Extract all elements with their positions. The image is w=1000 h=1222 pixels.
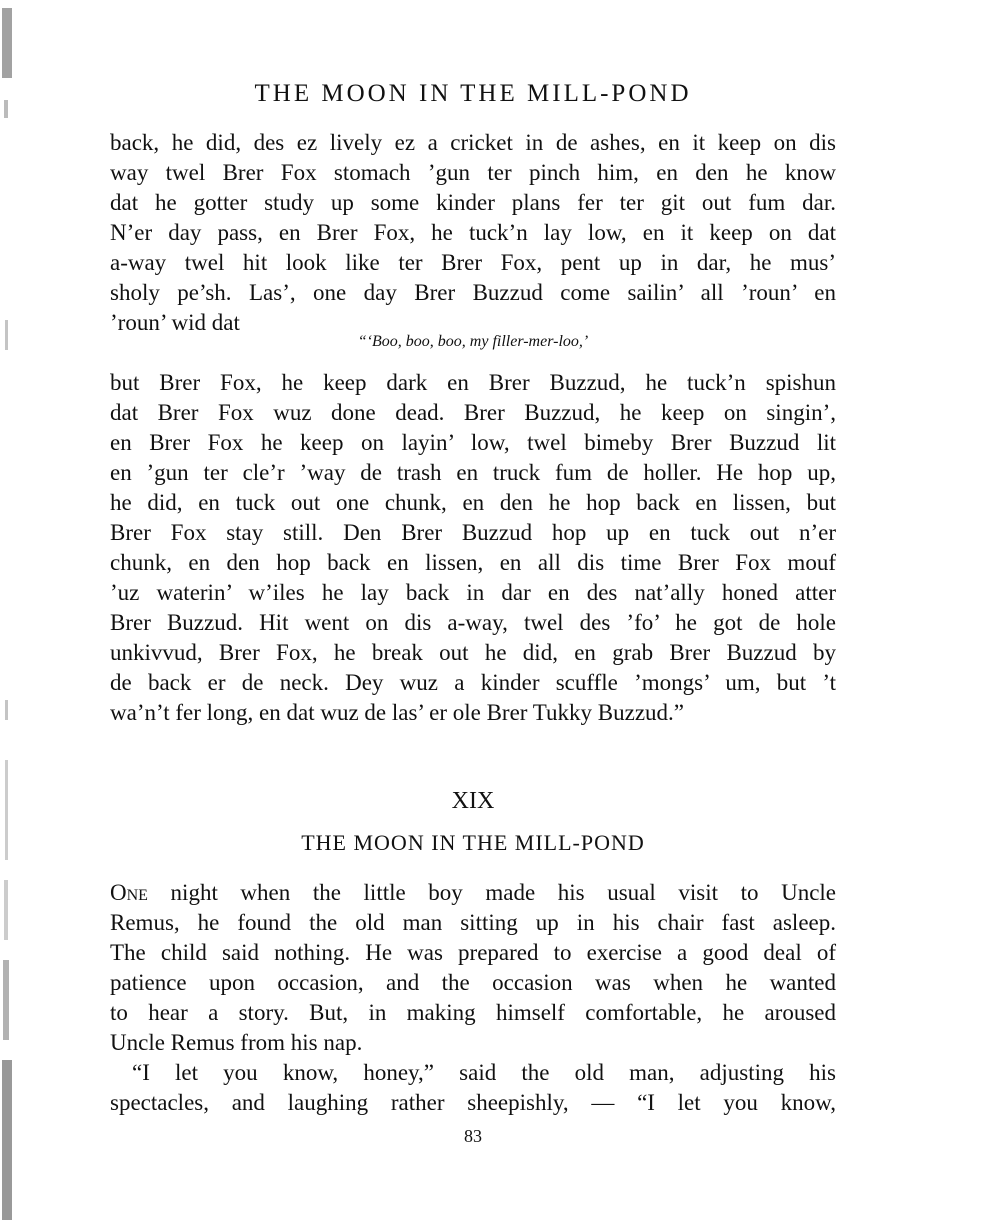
text-line: wa’n’t fer long, en dat wuz de las’ er ole Brer Tukky Buzzud.” <box>110 700 684 725</box>
text-line: N’er day pass, en Brer Fox, he tuck’n lay low, en it keep on dat <box>110 220 836 245</box>
drop-word: One <box>110 880 148 905</box>
paragraph-3 <box>110 878 836 1058</box>
text-line: but Brer Fox, he keep dark en Brer Buzzud, he tuck’n spishun <box>110 370 836 395</box>
text-line: Brer Buzzud. Hit went on dis a-way, twel des ’fo’ he got de hole <box>110 610 836 635</box>
scan-edge-artifacts <box>0 0 22 1222</box>
text-line: sholy pe’sh. Las’, one day Brer Buzzud come sailin’ all ’roun’ en <box>110 280 836 305</box>
text-line: ’uz waterin’ w’iles he lay back in dar en des nat’ally honed atter <box>110 580 836 605</box>
text-line <box>110 878 836 908</box>
text-line: dat he gotter study up some kinder plans fer ter git out fum dar. <box>110 190 836 215</box>
text-line: chunk, en den hop back en lissen, en all dis time Brer Fox mouf <box>110 550 836 575</box>
text-line: Uncle Remus from his nap. <box>110 1030 363 1055</box>
text-line: a-way twel hit look like ter Brer Fox, pent up in dar, he mus’ <box>110 250 836 275</box>
text-line: back, he did, des ez lively ez a cricket in de ashes, en it keep on dis <box>110 130 836 155</box>
chapter-title: THE MOON IN THE MILL-POND <box>301 830 645 855</box>
first-line-rest: night when the little boy made his usual visit to Uncle <box>147 880 836 905</box>
text-line: The child said nothing. He was prepared to exercise a good deal of <box>110 940 836 965</box>
running-head: THE MOON IN THE MILL-POND <box>254 80 692 107</box>
chapter-number: XIX <box>451 788 495 814</box>
page-number: 83 <box>464 1126 482 1146</box>
text-line: ’roun’ wid dat <box>110 310 240 335</box>
text-line: patience upon occasion, and the occasion was when he wanted <box>110 970 836 995</box>
text-line: way twel Brer Fox stomach ’gun ter pinch him, en den he know <box>110 160 836 185</box>
text-line: de back er de neck. Dey wuz a kinder scuffle ’mongs’ um, but ’t <box>110 670 836 695</box>
text-line: unkivvud, Brer Fox, he break out he did, en grab Brer Buzzud by <box>110 640 836 665</box>
verse-quote: “‘Boo, boo, boo, my filler-mer-loo,’ <box>357 333 589 350</box>
text-line: Remus, he found the old man sitting up in his chair fast asleep. <box>110 910 836 935</box>
text-line: dat Brer Fox wuz done dead. Brer Buzzud, he keep on singin’, <box>110 400 836 425</box>
paragraph-4 <box>110 1058 836 1118</box>
text-line: he did, en tuck out one chunk, en den he hop back en lissen, but <box>110 490 836 515</box>
paragraph-1 <box>110 128 836 338</box>
text-line: en Brer Fox he keep on layin’ low, twel bimeby Brer Buzzud lit <box>110 430 836 455</box>
text-line: spectacles, and laughing rather sheepishly, — “I let you know, <box>110 1090 836 1115</box>
text-line: to hear a story. But, in making himself comfortable, he aroused <box>110 1000 836 1025</box>
text-line: “I let you know, honey,” said the old man, adjusting his <box>132 1060 836 1085</box>
text-line: en ’gun ter cle’r ’way de trash en truck fum de holler. He hop up, <box>110 460 836 485</box>
text-line: Brer Fox stay still. Den Brer Buzzud hop up en tuck out n’er <box>110 520 836 545</box>
paragraph-2 <box>110 368 836 728</box>
